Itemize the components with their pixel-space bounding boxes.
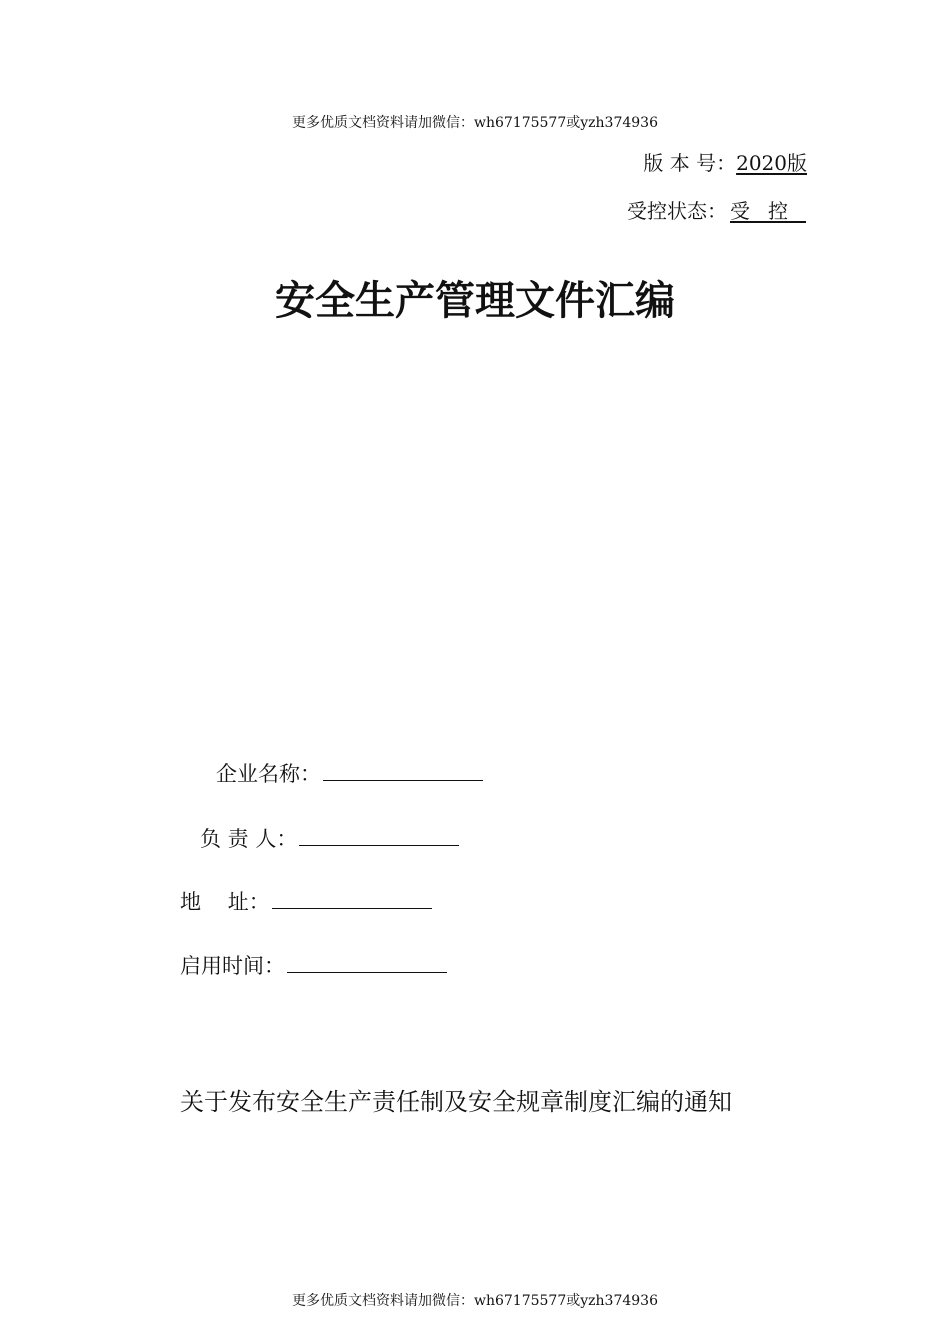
notice-title: 关于发布安全生产责任制及安全规章制度汇编的通知 bbox=[180, 1088, 732, 1116]
responsible-person-label: 负 责 人： bbox=[200, 827, 298, 851]
company-name-field bbox=[216, 760, 483, 788]
start-date-label: 启用时间： bbox=[180, 954, 285, 978]
start-date-blank bbox=[287, 952, 447, 973]
address-blank bbox=[272, 888, 432, 909]
responsible-person-blank bbox=[299, 825, 459, 846]
header-note: 更多优质文档资料请加微信：wh67175577或yzh374936 bbox=[291, 115, 658, 131]
company-name-label: 企业名称： bbox=[216, 762, 321, 786]
footer-note: 更多优质文档资料请加微信：wh67175577或yzh374936 bbox=[291, 1293, 658, 1309]
address-field bbox=[180, 888, 432, 916]
control-status-row bbox=[627, 198, 807, 224]
control-status-label: 受控状态： bbox=[627, 199, 727, 223]
document-title: 安全生产管理文件汇编 bbox=[275, 278, 675, 324]
company-name-blank bbox=[323, 760, 483, 781]
start-date-field bbox=[180, 952, 447, 980]
version-row bbox=[643, 150, 807, 176]
control-status-value: 受控 bbox=[730, 199, 806, 223]
address-label: 地 址： bbox=[180, 890, 270, 914]
version-value: 2020版 bbox=[736, 151, 807, 175]
responsible-person-field bbox=[200, 825, 459, 853]
version-label: 版 本 号： bbox=[643, 151, 737, 175]
